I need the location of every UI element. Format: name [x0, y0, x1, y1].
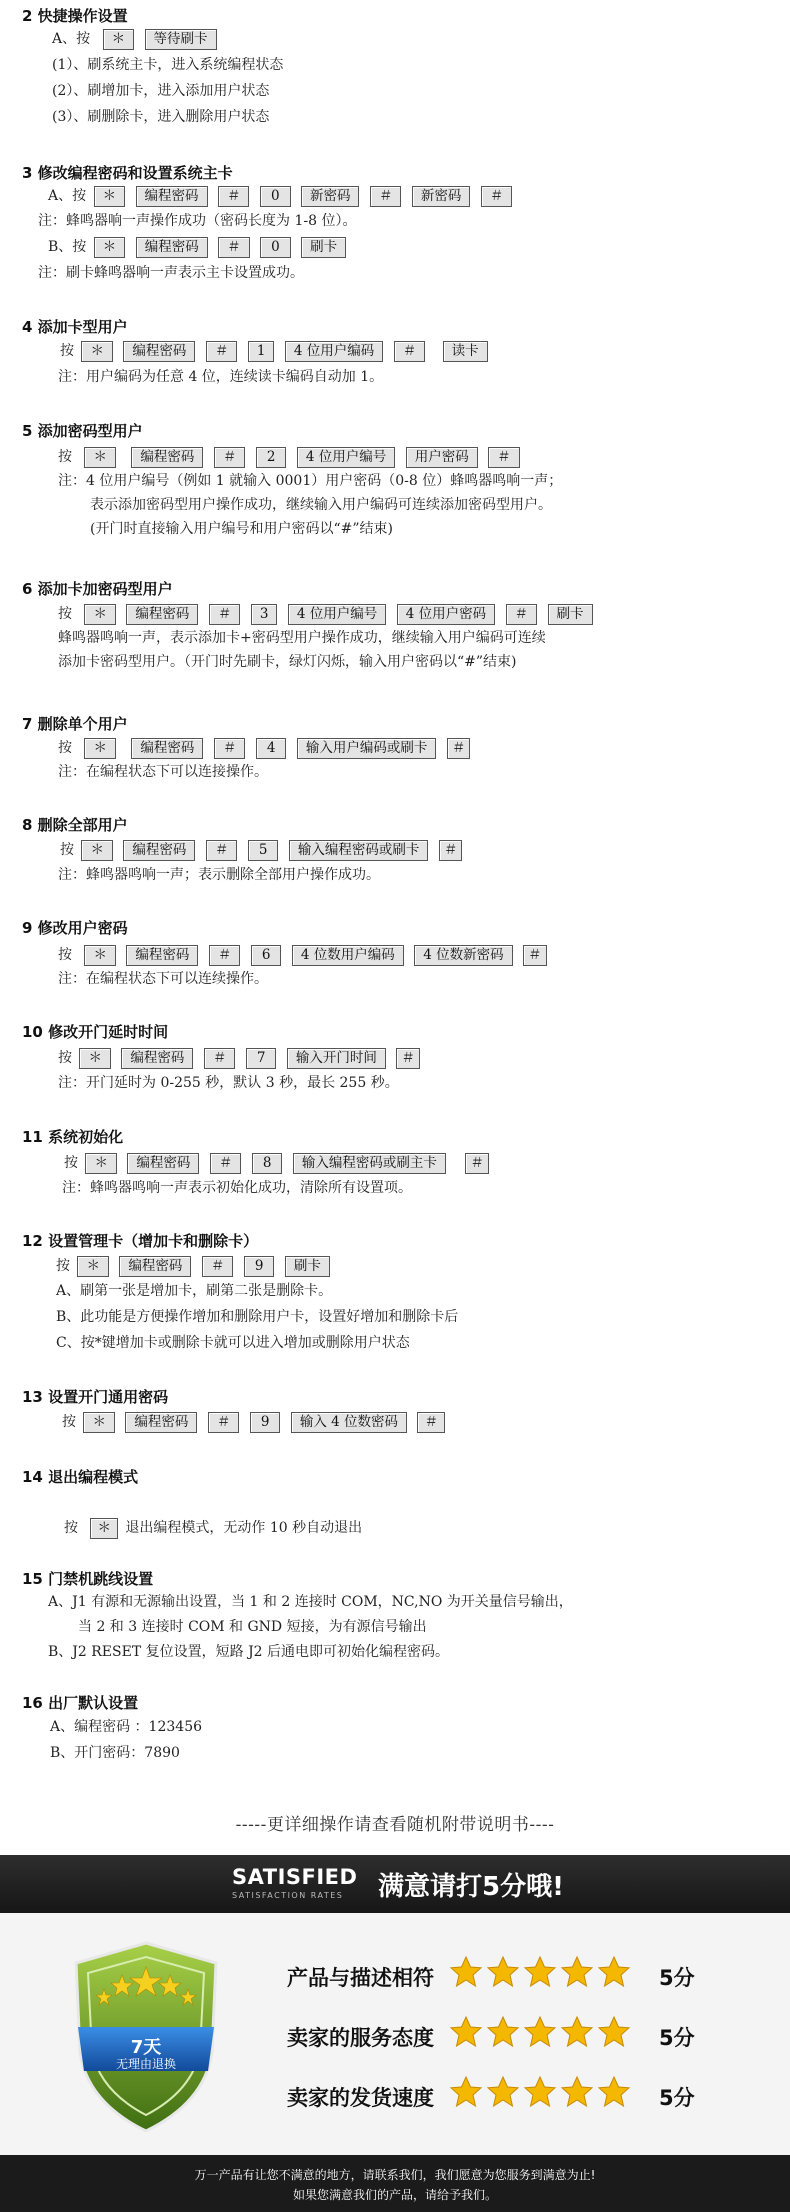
star-icon — [449, 2015, 483, 2049]
key-program-password: 编程密码 — [119, 1256, 191, 1277]
key-user-number: 4 位用户编号 — [288, 604, 386, 625]
section-title: 3 修改编程密码和设置系统主卡 — [22, 164, 233, 182]
list-item: (3）、刷删除卡，进入删除用户状态 — [52, 109, 270, 125]
key-program-password: 编程密码 — [126, 604, 198, 625]
key-prefix: B、按 — [48, 239, 87, 255]
star-icon — [449, 1955, 483, 1989]
note-text: 注：蜂鸣器鸣响一声表示初始化成功，清除所有设置项。 — [62, 1180, 412, 1196]
default-door-password: B、开门密码：7890 — [50, 1745, 180, 1761]
rating-banner — [0, 1855, 790, 2155]
key-swipe-card: 刷卡 — [285, 1256, 330, 1277]
key-prefix: 按 — [58, 1050, 72, 1066]
key-input-password-or-master: 输入编程密码或刷主卡 — [293, 1153, 446, 1174]
key-star: ＊ — [84, 447, 116, 468]
key-sequence — [58, 944, 550, 966]
star-icon — [597, 2015, 631, 2049]
key-hash: ＃ — [488, 447, 520, 468]
key-hash: ＃ — [481, 186, 513, 207]
key-sequence — [56, 1255, 333, 1277]
footer-line-1: 万一产品有让您不满意的地方，请联系我们，我们愿意为您服务到满意为止! — [194, 2168, 596, 2182]
list-item: A、刷第一张是增加卡，刷第二张是删除卡。 — [56, 1283, 333, 1299]
key-program-password: 编程密码 — [136, 237, 208, 258]
note-text: 注：在编程状态下可以连续操作。 — [58, 971, 268, 987]
brand-text: SATISFIED — [232, 1865, 358, 1889]
footer-bar — [0, 2155, 790, 2212]
rating-row — [287, 2075, 747, 2115]
star-icon — [560, 2075, 594, 2109]
key-digit: 0 — [260, 237, 291, 258]
key-star: ＊ — [94, 237, 126, 258]
key-program-password: 编程密码 — [123, 840, 195, 861]
key-prefix: 按 — [60, 343, 74, 359]
key-hash: ＃ — [209, 945, 241, 966]
rating-row — [287, 2015, 747, 2055]
key-hash: ＃ — [209, 604, 241, 625]
key-input-4-digit-password: 输入 4 位数密码 — [291, 1412, 407, 1433]
star-icon — [523, 1955, 557, 1989]
key-user-password: 用户密码 — [406, 447, 478, 468]
shield-line-1: 7天 — [130, 2037, 162, 2058]
note-text: 表示添加密码型用户操作成功，继续输入用户编码可连续添加密码型用户。 — [90, 497, 552, 513]
key-hash: ＃ — [465, 1153, 489, 1174]
key-hash: ＃ — [214, 738, 246, 759]
key-input-door-time: 输入开门时间 — [287, 1048, 386, 1069]
section-title: 10 修改开门延时时间 — [22, 1023, 169, 1041]
star-icon — [560, 1955, 594, 1989]
section-title: 15 门禁机跳线设置 — [22, 1570, 154, 1588]
key-sequence — [48, 236, 349, 258]
key-prefix: 按 — [64, 1155, 78, 1171]
key-user-password: 4 位用户密码 — [397, 604, 495, 625]
key-hash: ＃ — [370, 186, 402, 207]
key-hash: ＃ — [396, 1048, 420, 1069]
rating-headline: 满意请打5分哦! — [378, 1872, 564, 1902]
closing-note: -----更详细操作请查看随机附带说明书---- — [235, 1815, 555, 1835]
key-prefix: A、按 — [52, 31, 91, 47]
rating-label: 卖家的发货速度 — [287, 2086, 434, 2110]
key-program-password: 编程密码 — [131, 447, 203, 468]
list-item: 当 2 和 3 连接时 COM 和 GND 短接，为有源信号输出 — [78, 1619, 427, 1635]
key-hash: ＃ — [206, 341, 238, 362]
key-hash: ＃ — [439, 840, 463, 861]
key-hash: ＃ — [417, 1412, 445, 1433]
rating-label: 产品与描述相符 — [287, 1966, 434, 1990]
key-digit: 9 — [250, 1412, 281, 1433]
key-sequence — [48, 185, 515, 207]
key-hash: ＃ — [394, 341, 426, 362]
key-star: ＊ — [84, 945, 116, 966]
key-program-password: 编程密码 — [125, 1412, 197, 1433]
note-text: 注：4 位用户编号（例如 1 就输入 0001）用户密码（0-8 位）蜂鸣器鸣响一声； — [58, 473, 563, 489]
note-text: 注：刷卡蜂鸣器响一声表示主卡设置成功。 — [38, 265, 304, 281]
star-icon — [486, 2075, 520, 2109]
key-star: ＊ — [94, 186, 126, 207]
key-program-password: 编程密码 — [123, 341, 195, 362]
rating-score: 5分 — [659, 2086, 695, 2110]
key-star: ＊ — [84, 738, 116, 759]
key-hash: ＃ — [506, 604, 538, 625]
key-hash: ＃ — [202, 1256, 234, 1277]
key-wait-swipe: 等待刷卡 — [145, 29, 217, 50]
list-item: B、此功能是方便操作增加和删除用户卡，设置好增加和删除卡后 — [56, 1309, 459, 1325]
key-hash: ＃ — [447, 738, 471, 759]
key-star: ＊ — [81, 341, 113, 362]
note-text: (开门时直接输入用户编号和用户密码以“#”结束) — [90, 521, 393, 537]
key-prefix: 按 — [58, 606, 72, 622]
key-program-password: 编程密码 — [127, 1153, 199, 1174]
key-star: ＊ — [79, 1048, 111, 1069]
key-digit: 4 — [256, 738, 287, 759]
section-title: 12 设置管理卡（增加卡和删除卡） — [22, 1232, 259, 1250]
footer-line-2: 如果您满意我们的产品，请给予我们。 — [292, 2188, 497, 2202]
star-icon — [486, 1955, 520, 1989]
rating-stars — [449, 2015, 634, 2053]
rating-label: 卖家的服务态度 — [287, 2026, 434, 2050]
list-item: B、J2 RESET 复位设置，短路 J2 后通电即可初始化编程密码。 — [48, 1644, 450, 1660]
section-title: 4 添加卡型用户 — [22, 318, 128, 336]
note-text: 添加卡密码型用户。（开门时先刷卡，绿灯闪烁，输入用户密码以“#”结束) — [58, 654, 517, 670]
key-sequence — [58, 737, 473, 759]
key-star: ＊ — [83, 1412, 115, 1433]
star-icon — [486, 2015, 520, 2049]
section-title: 6 添加卡加密码型用户 — [22, 580, 173, 598]
key-sequence — [60, 839, 465, 861]
key-digit: 2 — [256, 447, 287, 468]
key-digit: 5 — [248, 840, 279, 861]
brand-subtext: SATISFACTION RATES — [232, 1891, 344, 1900]
rating-stars — [449, 1955, 634, 1993]
section-title: 8 删除全部用户 — [22, 816, 128, 834]
key-prefix: 按 — [62, 1414, 76, 1430]
key-swipe-card: 刷卡 — [548, 604, 593, 625]
key-hash: ＃ — [218, 237, 250, 258]
key-star: ＊ — [103, 29, 135, 50]
instruction-text: 退出编程模式，无动作 10 秒自动退出 — [125, 1520, 363, 1536]
key-hash: ＃ — [214, 447, 246, 468]
note-text: 注：蜂鸣器响一声操作成功（密码长度为 1-8 位）。 — [38, 213, 357, 229]
key-new-password: 新密码 — [301, 186, 360, 207]
star-icon — [523, 2075, 557, 2109]
section-title: 13 设置开门通用密码 — [22, 1388, 169, 1406]
star-icon — [597, 1955, 631, 1989]
key-prefix: 按 — [58, 947, 72, 963]
key-prefix: A、按 — [48, 188, 87, 204]
key-digit: 6 — [251, 945, 282, 966]
key-program-password: 编程密码 — [121, 1048, 193, 1069]
key-hash: ＃ — [206, 840, 238, 861]
star-icon — [523, 2015, 557, 2049]
note-text: 蜂鸣器鸣响一声，表示添加卡+密码型用户操作成功，继续输入用户编码可连续 — [58, 630, 546, 646]
key-hash: ＃ — [210, 1153, 242, 1174]
key-prefix: 按 — [64, 1520, 78, 1536]
default-program-password: A、编程密码 ：123456 — [50, 1719, 203, 1735]
list-item: (1）、刷系统主卡，进入系统编程状态 — [52, 57, 284, 73]
rating-score: 5分 — [659, 1966, 695, 1990]
key-input-password-or-card: 输入编程密码或刷卡 — [289, 840, 429, 861]
section-title: 2 快捷操作设置 — [22, 7, 128, 25]
list-item: C、按*键增加卡或删除卡就可以进入增加或删除用户状态 — [56, 1335, 410, 1351]
key-star: ＊ — [81, 840, 113, 861]
note-text: 注：蜂鸣器鸣响一声；表示删除全部用户操作成功。 — [58, 867, 380, 883]
key-program-password: 编程密码 — [126, 945, 198, 966]
key-program-password: 编程密码 — [136, 186, 208, 207]
shield-line-2: 无理由退换 — [115, 2057, 176, 2071]
key-read-card: 读卡 — [443, 341, 488, 362]
key-prefix: 按 — [60, 842, 74, 858]
list-item: A、J1 有源和无源输出设置，当 1 和 2 连接时 COM，NC,NO 为开关量信号输出， — [48, 1594, 573, 1610]
key-hash: ＃ — [523, 945, 547, 966]
rating-row — [287, 1955, 747, 1995]
key-new-password: 4 位数新密码 — [414, 945, 512, 966]
key-prefix: 按 — [58, 449, 72, 465]
key-program-password: 编程密码 — [131, 738, 203, 759]
key-star: ＊ — [90, 1518, 118, 1539]
key-sequence — [64, 1152, 492, 1174]
key-star: ＊ — [77, 1256, 109, 1277]
key-swipe-card: 刷卡 — [301, 237, 346, 258]
key-sequence — [58, 1047, 423, 1069]
key-sequence — [60, 340, 491, 362]
key-sequence — [52, 28, 220, 50]
key-sequence — [58, 603, 596, 625]
key-star: ＊ — [85, 1153, 117, 1174]
key-star: ＊ — [84, 604, 116, 625]
key-digit: 3 — [251, 604, 278, 625]
list-item: (2）、刷增加卡，进入添加用户状态 — [52, 83, 270, 99]
star-icon — [597, 2075, 631, 2109]
rating-header — [0, 1855, 790, 1913]
key-input-code-or-card: 输入用户编码或刷卡 — [297, 738, 437, 759]
star-icon — [560, 2015, 594, 2049]
key-digit: 1 — [248, 341, 275, 362]
key-prefix: 按 — [58, 740, 72, 756]
key-digit: 7 — [246, 1048, 277, 1069]
key-sequence — [64, 1517, 362, 1539]
rating-stars — [449, 2075, 634, 2113]
key-digit: 0 — [260, 186, 291, 207]
key-user-code: 4 位数用户编码 — [292, 945, 404, 966]
key-sequence — [58, 446, 523, 468]
key-user-number: 4 位用户编号 — [297, 447, 395, 468]
section-title: 11 系统初始化 — [22, 1128, 124, 1146]
note-text: 注：用户编码为任意 4 位，连续读卡编码自动加 1。 — [58, 369, 384, 385]
key-prefix: 按 — [56, 1258, 70, 1274]
key-digit: 8 — [252, 1153, 283, 1174]
note-text: 注：在编程状态下可以连接操作。 — [58, 764, 268, 780]
section-title: 7 删除单个用户 — [22, 715, 128, 733]
star-icon — [449, 2075, 483, 2109]
key-new-password: 新密码 — [412, 186, 471, 207]
key-hash: ＃ — [208, 1412, 240, 1433]
key-sequence — [62, 1411, 448, 1433]
key-user-code: 4 位用户编码 — [285, 341, 383, 362]
section-title: 14 退出编程模式 — [22, 1468, 139, 1486]
key-hash: ＃ — [204, 1048, 236, 1069]
rating-score: 5分 — [659, 2026, 695, 2050]
note-text: 注：开门延时为 0-255 秒，默认 3 秒，最长 255 秒。 — [58, 1075, 399, 1091]
section-title: 16 出厂默认设置 — [22, 1694, 139, 1712]
key-hash: ＃ — [218, 186, 250, 207]
section-title: 9 修改用户密码 — [22, 919, 128, 937]
section-title: 5 添加密码型用户 — [22, 422, 143, 440]
key-digit: 9 — [244, 1256, 275, 1277]
